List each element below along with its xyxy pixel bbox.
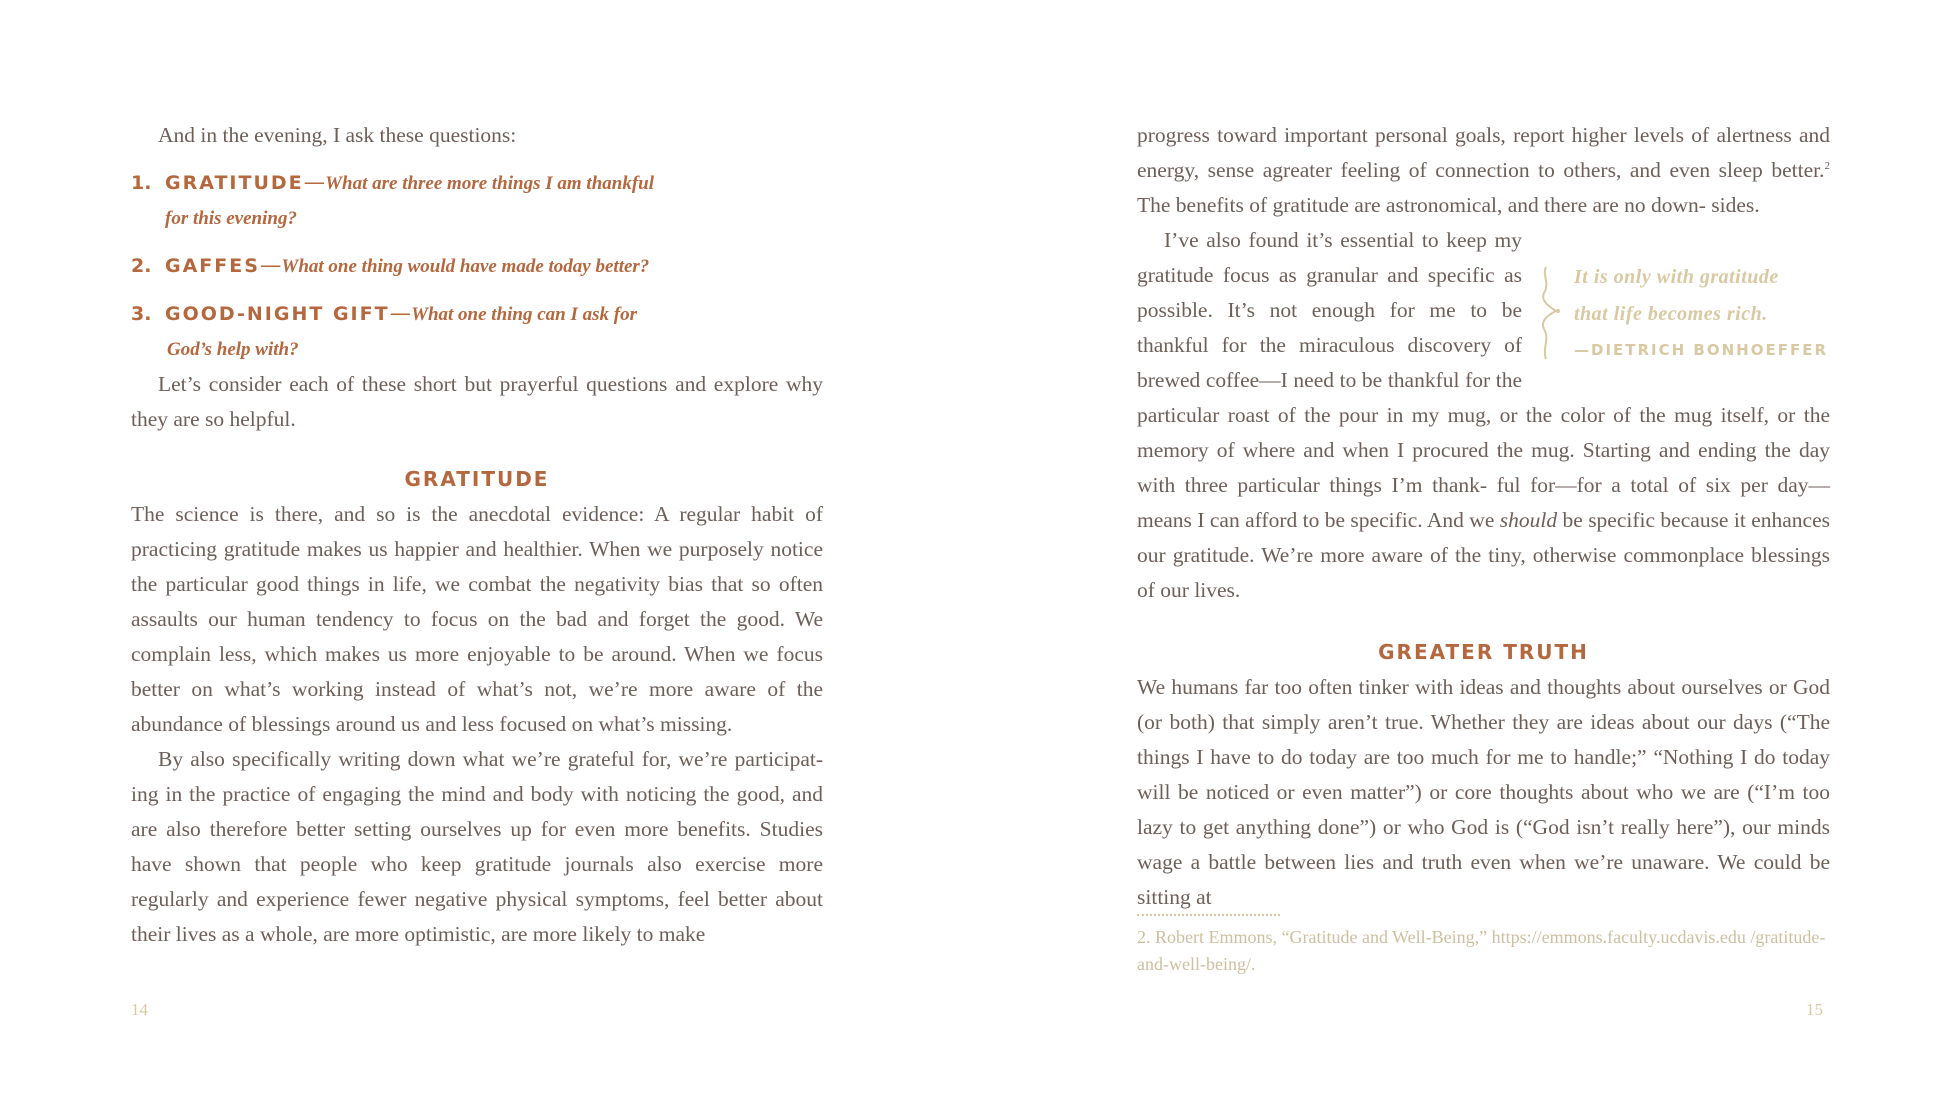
footnote-ref: 2 [1824,159,1830,172]
section-heading-gratitude: GRATITUDE [404,467,550,491]
question-3 [131,296,823,367]
pull-quote [1536,259,1836,367]
question-dash: — [303,170,326,195]
greater-truth-paragraph: We humans far too often tinker with ideas and thoughts about ourselves or God (or both) that simply aren’t true. Whether they are ideas about our days (“The things I have to do today are too much for me to handle;” “Nothing I do today will be noticed or even matter”) or core thoughts about who we are (“I’m too lazy to get anything done”) or who God is (“God isn’t really here”), our minds wage a battle between lies and truth even when we’re unaware. We could be sitting at [1137,675,1830,909]
question-text: What are three more things I am thankful [325,173,654,194]
question-dash: — [389,301,412,326]
question-text: What one thing would have made today better? [281,256,650,277]
question-number: 1. [131,172,152,194]
question-text-continued: God’s help with? [167,339,299,360]
pull-quote-line-2: that life becomes rich. [1574,303,1768,325]
right-column [1137,118,1830,915]
footnote-divider [1137,914,1280,916]
closing-intro: Let’s consider each of these short but prayerful questions and explore why they are so helpful. [131,372,823,431]
question-term: GRATITUDE [165,172,304,194]
evening-intro: And in the evening, I ask these questions: [158,123,517,147]
question-number: 2. [131,255,152,277]
footnote: 2. Robert Emmons, “Gratitude and Well-Being,” https://emmons.faculty.ucdavis.edu /gratitude-and-well-being/. [1137,927,1826,974]
brace-ornament-icon [1538,265,1564,361]
question-2 [131,248,823,284]
gratitude-paragraph-2: By also specifically writing down what we’re grateful for, we’re participat- ing in the practice of engaging the mind and body with noticing the good, and are also therefore better setting ourselves up for even more benefits. Studies have shown that people who keep gratitude journals also exercise more regularly and experience fewer negative physical symptoms, feel better about their lives as a whole, are more optimistic, are more likely to make [131,747,823,946]
left-column [131,118,823,952]
section-heading-greater-truth: GREATER TRUTH [1378,640,1589,664]
page-number: 14 [131,1000,148,1019]
emphasis-should: should [1499,508,1558,532]
page-number: 15 [1806,1000,1823,1019]
pull-quote-line-1: It is only with gratitude [1574,266,1779,288]
question-term: GOOD-NIGHT GIFT [165,303,390,325]
granular-paragraph: I’ve also found it’s essential to keep my gratitude focus as granular and specific as possible. It’s not enough for me to be thankful for the miraculous discovery of brewed coffee—I need to be thankful for the particular roast of the pour in my mug, or the color of the mug itself, or the memory of where and when I procured the mug. Starting and ending the day with three particular things I’m thank- ful for—for a total of six per day—means I can afford to be specific. And we should be specific because it enhances our gratitude. We’re more aware of the tiny, otherwise commonplace blessings of our lives. [1137,228,1830,602]
gratitude-paragraph-1: The science is there, and so is the anecdotal evidence: A regular habit of practicing gratitude makes us happier and healthier. When we purposely notice the particular good things in life, we combat the negativity bias that so often assaults our human tendency to focus on the bad and forget the good. We complain less, which makes us more enjoyable to be around. When we focus better on what’s working instead of what’s not, we’re more aware of the abundance of blessings around us and less focused on what’s missing. [131,502,823,736]
question-term: GAFFES [165,255,260,277]
question-number: 3. [131,303,152,325]
right-page [973,0,1946,1112]
pull-quote-author: —DIETRICH BONHOEFFER [1574,341,1829,359]
question-text: What one thing can I ask for [411,304,638,325]
question-text-continued: for this evening? [165,208,297,229]
benefits-paragraph: progress toward important personal goals, report higher levels of alertness and energy, sense agreater feeling of connection to others, and even sleep better.$^2$ The benefits of gratitude are astronomical, and there are no down- sides. [1137,123,1830,217]
question-dash: — [259,253,282,278]
question-1 [131,165,823,236]
